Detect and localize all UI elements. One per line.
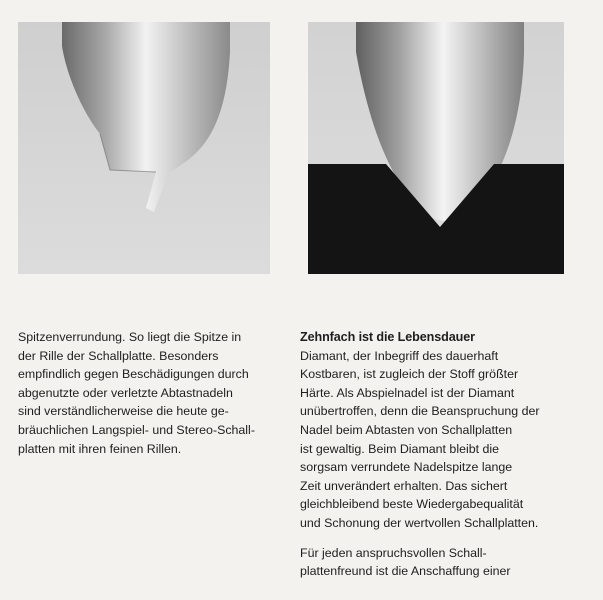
body-line: abgenutzte oder verletzte Abtastnadeln: [18, 385, 233, 400]
worn-needle-illustration: [18, 22, 270, 274]
body-line: sorgsam verrundete Nadelspitze lange: [300, 460, 513, 475]
body-line: sind verständlicherweise die heute ge-: [18, 404, 229, 419]
body-line: platten mit ihren feinen Rillen.: [18, 441, 182, 456]
paragraph-record-lover: [300, 544, 590, 581]
body-line: und Schonung der wertvollen Schallplatten.: [300, 515, 539, 530]
body-line: bräuchlichen Langspiel- und Stereo-Schall-: [18, 422, 255, 437]
body-line: empfindlich gegen Beschädigungen durch: [18, 367, 249, 382]
body-line: Härte. Als Abspielnadel ist der Diamant: [300, 385, 515, 400]
body-line: plattenfreund ist die Anschaffung einer: [300, 564, 511, 579]
body-line: ist gewaltig. Beim Diamant bleibt die: [300, 441, 500, 456]
right-text-column: [300, 328, 590, 581]
body-line: Diamant, der Inbegriff des dauerhaft: [300, 348, 499, 363]
paragraph-diamond: [300, 347, 590, 533]
body-line: Nadel beim Abtasten von Schallplatten: [300, 422, 513, 437]
diamond-needle-in-groove-illustration: [308, 22, 564, 274]
body-line: Für jeden anspruchsvollen Schall-: [300, 545, 487, 560]
section-heading: Zehnfach ist die Lebensdauer: [300, 330, 475, 344]
body-line: Zeit unverändert erhalten. Das sichert: [300, 478, 508, 493]
body-line: unübertroffen, denn die Beanspruchung der: [300, 404, 540, 419]
left-text-column: [18, 328, 290, 458]
body-line: Kostbaren, ist zugleich der Stoff größter: [300, 367, 519, 382]
body-line: gleichbleibend beste Wiedergabequalität: [300, 497, 524, 512]
diamond-needle-photo: [308, 22, 564, 274]
paragraph-gap: [300, 533, 590, 544]
body-line: der Rille der Schallplatte. Besonders: [18, 348, 219, 363]
worn-needle-photo: [18, 22, 270, 274]
body-line: Spitzenverrundung. So liegt die Spitze in: [18, 330, 242, 344]
